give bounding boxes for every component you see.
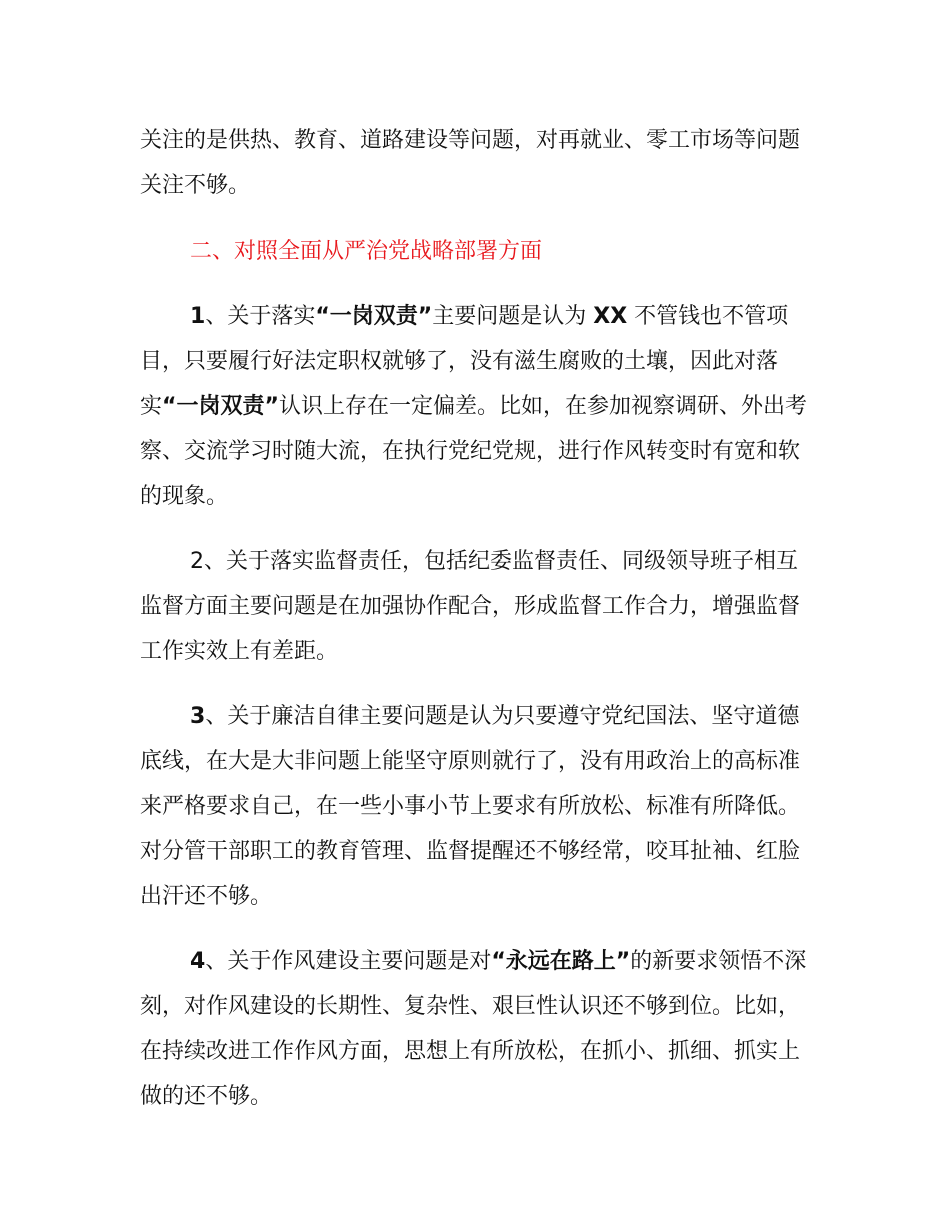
item-number: 4 [190, 949, 206, 974]
item-number: 1 [190, 304, 206, 329]
text-segment: 认识上存在一定偏差。比如，在参加视察调研、外出考察、交流学习时随大流，在执行党纪党规，进行作风转变时有宽和软的现象。 [140, 394, 807, 509]
text-segment: 、关于作风建设主要问题是对 [205, 949, 492, 974]
paragraph-item-4 [140, 939, 812, 1119]
text-segment: 不管钱也不管项目，只要履行好法定职权就够了，没有滋生腐败的土壤，因此对落实 [140, 304, 789, 419]
text-segment: 的新要求领悟不深刻，对作风建设的长期性、复杂性、艰巨性认识还不够到位。比如，在持续改进工作作风方面，思想上有所放松，在抓小、抓细、抓实上做的还不够。 [140, 949, 807, 1109]
paragraph-item-3 [140, 694, 812, 919]
item-number: 3 [190, 704, 206, 729]
paragraph-item-1 [140, 294, 812, 519]
placeholder-name: XX [593, 304, 628, 329]
quoted-term: “一岗双责” [315, 304, 433, 329]
paragraph-continuation: 关注的是供热、教育、道路建设等问题，对再就业、零工市场等问题关注不够。 [140, 128, 801, 198]
document-page [140, 118, 812, 1119]
text-segment: 、关于廉洁自律主要问题是认为只要遵守党纪国法、坚守道德底线，在大是大非问题上能坚守原则就行了，没有用政治上的高标准来严格要求自己，在一些小事小节上要求有所放松、标准有所降低。对分管干部职工的教育管理、监督提醒还不够经常，咬耳扯袖、红脸出汗还不够。 [140, 704, 801, 909]
text-segment: 主要问题是认为 [432, 304, 594, 329]
quoted-term: “永远在路上” [491, 949, 631, 974]
paragraph-item-2: 2、关于落实监督责任，包括纪委监督责任、同级领导班子相互监督方面主要问题是在加强协作配合，形成监督工作合力，增强监督工作实效上有差距。 [140, 549, 801, 664]
quoted-term: “一岗双责” [162, 394, 279, 419]
section-heading: 二、对照全面从严治党战略部署方面 [190, 239, 543, 264]
text-segment: 、关于落实 [205, 304, 316, 329]
